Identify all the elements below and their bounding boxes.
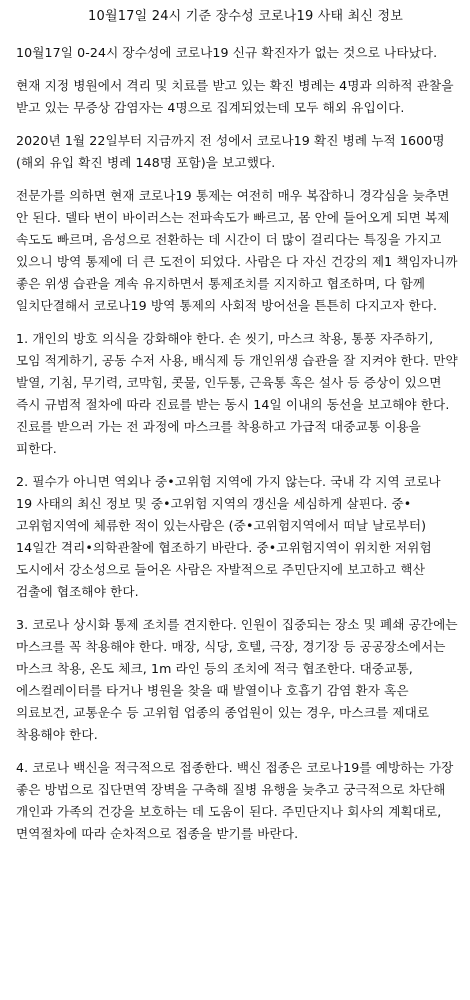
paragraph-cumulative-cases: 2020년 1월 22일부터 지금까지 전 성에서 코로나19 확진 병례 누적 1600명(해외 유입 확진 병례 148명 포함)을 보고했다. (16, 133, 445, 170)
paragraph-current-patients: 현재 지정 병원에서 격리 및 치료를 받고 있는 확진 병례는 4명과 의하적 관찰을 받고 있는 무증상 감염자는 4명으로 집계되었는데 모두 해외 유입이다. (16, 78, 454, 115)
paragraph-expert-advice: 전문가를 의하면 현재 코로나19 통제는 여전히 매우 복잡하니 경각심을 늦추면 안 된다. 델타 변이 바이러스는 전파속도가 빠르고, 몸 안에 들어오게 되면 복제 속도도 빠르며, 음성으로 전환하는 데 시간이 더 많이 걸리다는 특징을 가지고 있으니 방역 통제에 더 큰 도전이 되었다. 사람은 다 자신 건강의 제1 책임자니까 좋은 위생 습관을 계속 유지하면서 통제조치를 지지하고 협조하며, 다 함께 일치단결해서 코로나19 방역 통제의 사회적 방어선을 튼튼히 다지고자 한다. (16, 188, 458, 313)
paragraph-item-1: 1. 개인의 방호 의식을 강화해야 한다. 손 씻기, 마스크 착용, 통풍 자주하기, 모임 적게하기, 공동 수저 사용, 배식제 등 개인위생 습관을 잘 지켜야 한다. 만약 발열, 기침, 무기력, 코막힘, 콧물, 인두통, 근육통 혹은 설사 등 증상이 있으면 즉시 규범적 절차에 따라 진료를 받는 동시 14일 이내의 동선을 보고해야 한다. 진료를 받으러 가는 전 과정에 마스크를 착용하고 가급적 대중교통 이용을 피한다. (16, 331, 458, 456)
paragraph-item-2: 2. 필수가 아니면 역외나 중•고위험 지역에 가지 않는다. 국내 각 지역 코로나 19 사태의 최신 정보 및 중•고위험 지역의 갱신을 세심하게 살핀다. 중•고위험지역에 체류한 적이 있는사람은 (중•고위험지역에서 떠날 날로부터) 14일간 격리•의학관찰에 협조하기 바란다. 중•고위험지역이 위치한 저위험 도시에서 강소성으로 들어온 사람은 자발적으로 주민단지에 보고하고 핵산 검출에 협조해야 한다. (16, 474, 441, 599)
paragraph-item-3: 3. 코로나 상시화 통제 조치를 견지한다. 인원이 집중되는 장소 및 폐쇄 공간에는 마스크를 꼭 착용해야 한다. 매장, 식당, 호텔, 극장, 경기장 등 공공장소에서는 마스크 착용, 온도 체크, 1m 라인 등의 조치에 적극 협조한다. 대중교통, 에스컬레이터를 타거나 병원을 찾을 때 발열이나 호흡기 감염 환자 혹은 의료보건, 교통운수 등 고위험 업종의 종업원이 있는 경우, 마스크를 제대로 착용해야 한다. (16, 617, 458, 742)
paragraph-item-4: 4. 코로나 백신을 적극적으로 접종한다. 백신 접종은 코로나19를 예방하는 가장 좋은 방법으로 집단면역 장벽을 구축해 질병 유행을 늦추고 궁극적으로 차단해 개인과 가족의 건강을 보호하는 데 도움이 된다. 주민단지나 회사의 계획대로, 면역절차에 따라 순차적으로 접종을 받기를 바란다. (16, 760, 454, 841)
paragraph-new-cases: 10월17일 0-24시 장수성에 코로나19 신규 확진자가 없는 것으로 나타났다. (16, 45, 438, 60)
article-title: 10월17일 24시 기준 장수성 코로나19 사태 최신 정보 (88, 9, 403, 24)
